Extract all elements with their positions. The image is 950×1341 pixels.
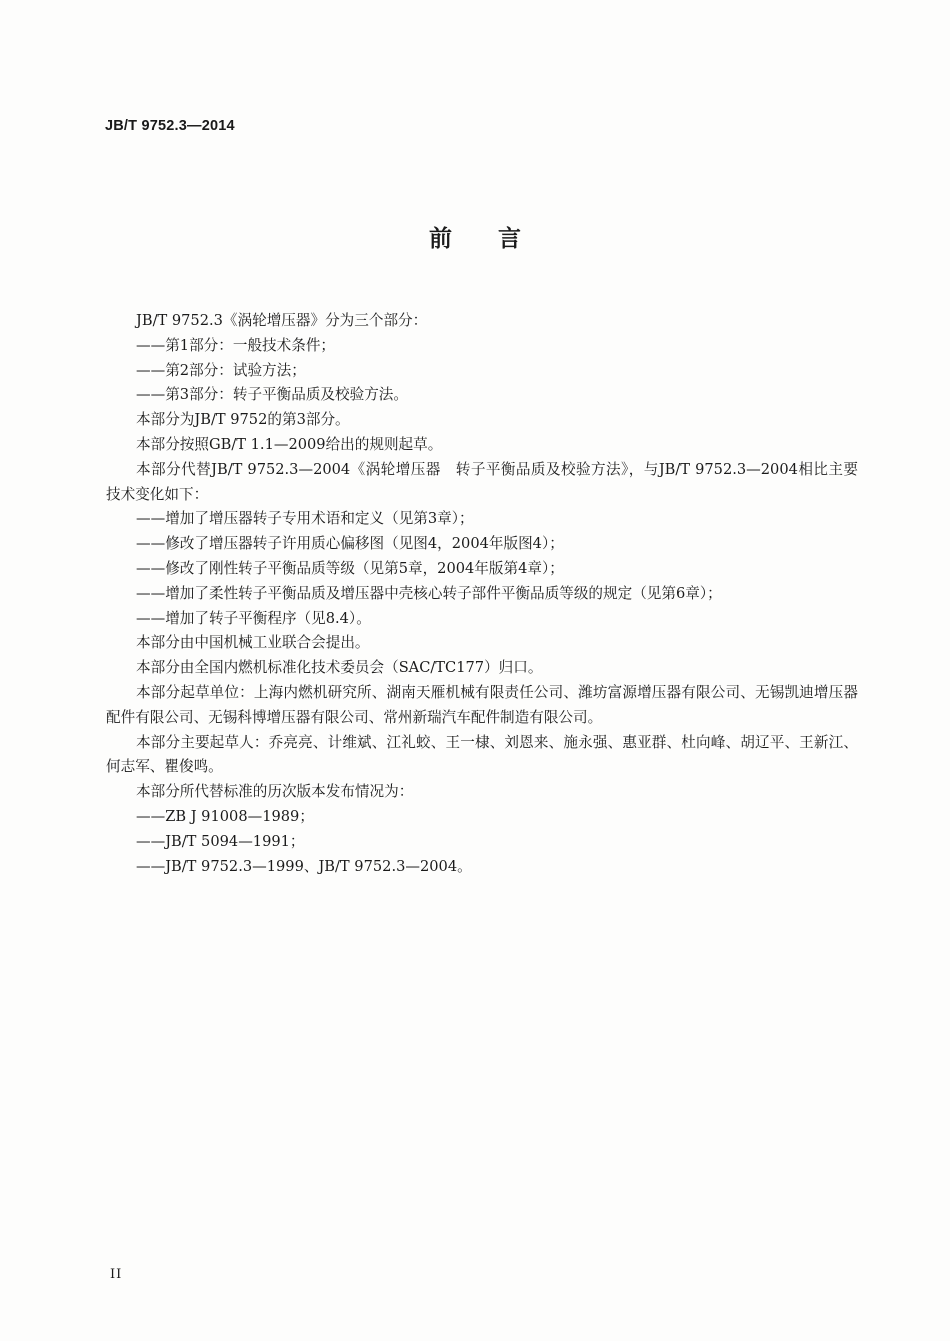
list-item-change-4: ——增加了柔性转子平衡品质及增压器中壳核心转子部件平衡品质等级的规定（见第6章）； xyxy=(136,584,722,602)
list-item-edition-2: ——JB/T 5094—1991； xyxy=(136,832,305,850)
paragraph-drafting-units: 本部分起草单位：上海内燃机研究所、湖南天雁机械有限责任公司、潍坊富源增压器有限公司、无锡凯迪增压器配件有限公司、无锡科博增压器有限公司、常州新瑞汽车配件制造有限公司。 xyxy=(106,683,858,726)
standard-number: JB/T 9752.3—2014 xyxy=(105,118,235,134)
foreword-body xyxy=(106,309,858,879)
paragraph-previous-editions: 本部分所代替标准的历次版本发布情况为： xyxy=(136,783,414,801)
list-item-part-3: ——第3部分：转子平衡品质及校验方法。 xyxy=(136,386,408,404)
list-item-part-2: ——第2部分：试验方法； xyxy=(136,361,306,379)
page-title xyxy=(0,220,950,253)
title-char-1: 前 xyxy=(429,226,452,252)
list-item-edition-3: ——JB/T 9752.3—1999、JB/T 9752.3—2004。 xyxy=(136,857,472,875)
list-item-change-1: ——增加了增压器转子专用术语和定义（见第3章）； xyxy=(136,510,474,528)
paragraph-proposed-by: 本部分由中国机械工业联合会提出。 xyxy=(136,634,370,652)
paragraph-drafting-rules: 本部分按照GB/T 1.1—2009给出的规则起草。 xyxy=(136,435,443,453)
paragraph-under-jurisdiction: 本部分由全国内燃机标准化技术委员会（SAC/TC177）归口。 xyxy=(136,659,543,677)
paragraph-this-part: 本部分为JB/T 9752的第3部分。 xyxy=(136,411,350,429)
list-item-change-3: ——修改了刚性转子平衡品质等级（见第5章，2004年版第4章）； xyxy=(136,559,564,577)
paragraph-parts-intro: JB/T 9752.3《涡轮增压器》分为三个部分： xyxy=(136,312,428,329)
paragraph-replaces: 本部分代替JB/T 9752.3—2004《涡轮增压器 转子平衡品质及校验方法》，与JB/T 9752.3—2004相比主要技术变化如下： xyxy=(106,460,858,503)
list-item-change-5: ——增加了转子平衡程序（见8.4）。 xyxy=(136,609,371,627)
paragraph-drafters: 本部分主要起草人：乔亮亮、计维斌、江礼蛟、王一棣、刘恩来、施永强、惠亚群、杜向峰、胡辽平、王新江、何志军、瞿俊鸣。 xyxy=(106,733,858,776)
title-char-2: 言 xyxy=(498,226,521,252)
list-item-part-1: ——第1部分：一般技术条件； xyxy=(136,336,336,354)
list-item-edition-1: ——ZB J 91008—1989； xyxy=(136,807,314,825)
page-number: II xyxy=(110,1267,123,1282)
list-item-change-2: ——修改了增压器转子许用质心偏移图（见图4，2004年版图4）； xyxy=(136,535,564,553)
